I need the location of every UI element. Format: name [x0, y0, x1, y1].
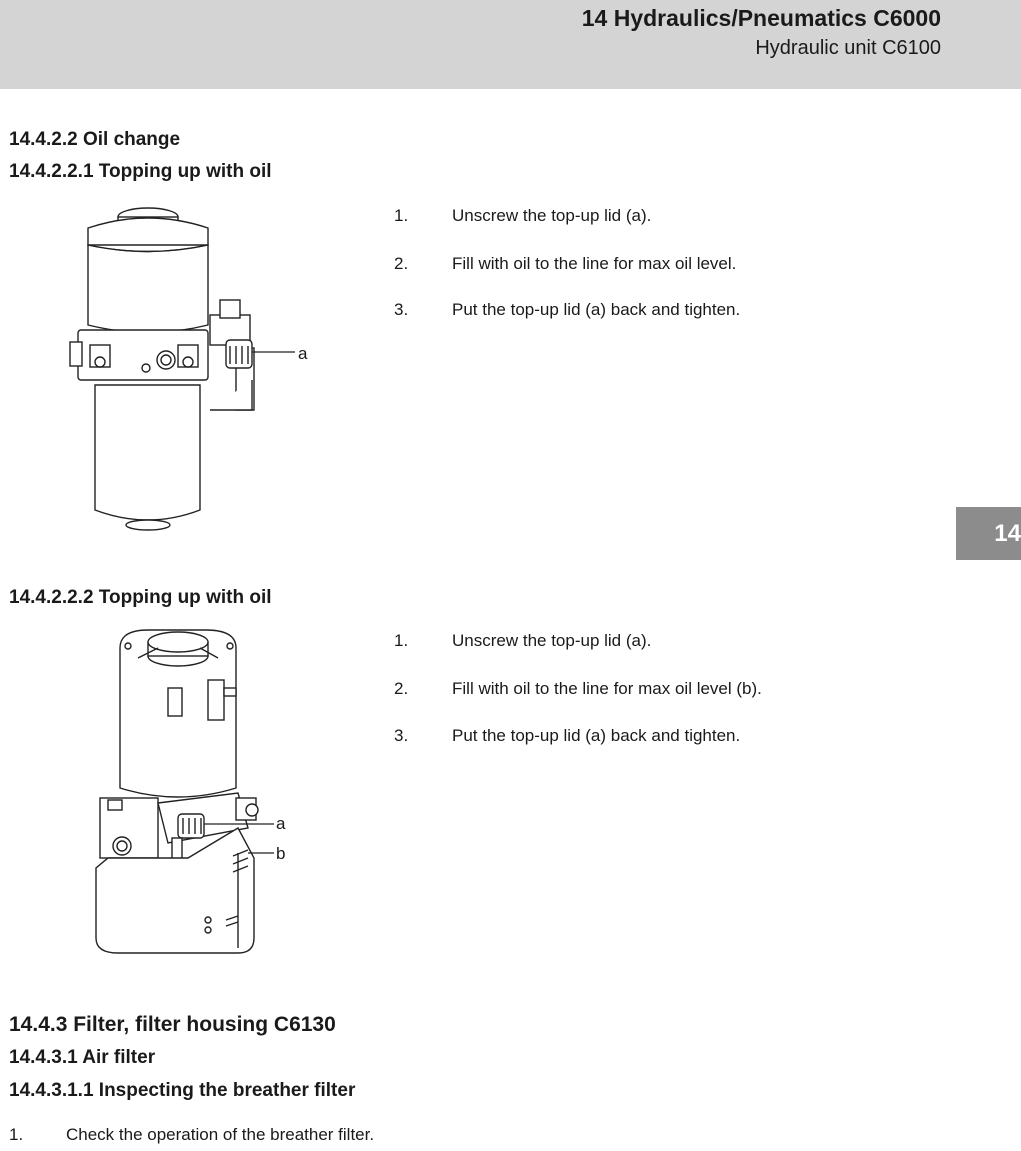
step-2-num: 2.	[394, 254, 409, 273]
step-3-text: Put the top-up lid (a) back and tighten.	[452, 726, 741, 745]
step-1-text: Check the operation of the breather filter.	[66, 1125, 375, 1144]
section-heading-oil-change: 14.4.2.2 Oil change	[9, 129, 181, 150]
step-1-text: Unscrew the top-up lid (a).	[452, 631, 652, 650]
step-2-text: Fill with oil to the line for max oil level.	[452, 254, 737, 273]
section-heading-breather-filter: 14.4.3.1.1 Inspecting the breather filter	[9, 1080, 356, 1101]
figure2-label-b: b	[276, 844, 286, 863]
chapter-tab	[956, 507, 1021, 560]
section-heading-air-filter: 14.4.3.1 Air filter	[9, 1047, 156, 1068]
section-heading-filter-housing: 14.4.3 Filter, filter housing C6130	[9, 1013, 336, 1036]
step-2-num: 2.	[394, 679, 409, 698]
step-1-num: 1.	[394, 206, 409, 225]
chapter-title: 14 Hydraulics/Pneumatics C6000	[581, 5, 941, 31]
section-heading-topping-up-1: 14.4.2.2.1 Topping up with oil	[9, 161, 272, 182]
step-3-num: 3.	[394, 726, 409, 745]
figure2-label-a: a	[276, 814, 286, 833]
step-1-num: 1.	[394, 631, 409, 650]
section-heading-topping-up-2: 14.4.2.2.2 Topping up with oil	[9, 587, 272, 608]
hydraulic-unit-figure-2	[88, 628, 308, 963]
chapter-tab-label: 14	[994, 519, 1021, 547]
figure1-label-a: a	[298, 344, 308, 363]
step-3-text: Put the top-up lid (a) back and tighten.	[452, 300, 741, 319]
step-1-text: Unscrew the top-up lid (a).	[452, 206, 652, 225]
step-2-text: Fill with oil to the line for max oil level (b).	[452, 679, 762, 698]
step-3-num: 3.	[394, 300, 409, 319]
hydraulic-unit-figure-1	[60, 200, 320, 540]
chapter-subtitle: Hydraulic unit C6100	[755, 37, 941, 59]
page-header	[0, 0, 1021, 89]
step-1-num: 1.	[9, 1125, 24, 1144]
